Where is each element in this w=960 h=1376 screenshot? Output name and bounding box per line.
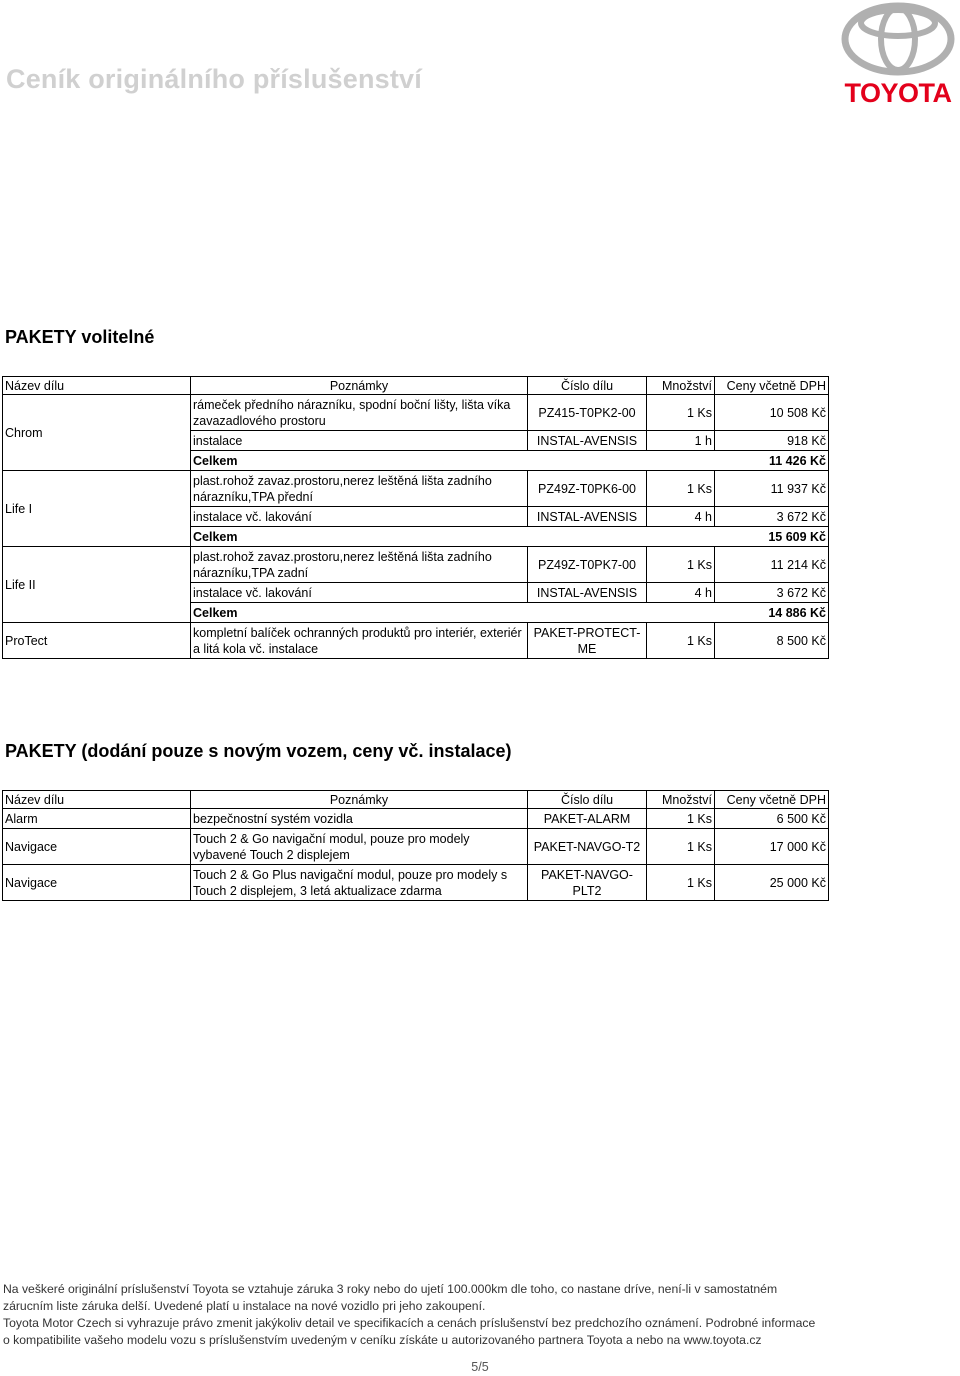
total-price: 15 609 Kč [715, 527, 829, 547]
table-header-row [3, 377, 829, 395]
row-quantity: 1 Ks [647, 623, 715, 659]
table-row [3, 829, 829, 865]
row-quantity: 1 h [647, 431, 715, 451]
col-header-name: Název dílu [3, 377, 191, 395]
footer-line: Toyota Motor Czech si vyhrazuje právo zmenit jakýkoliv detail ve specifikacích a cenách príslušenství bez predchozího oznámení. Podrobné informace [3, 1316, 816, 1330]
total-label: Celkem [191, 603, 528, 623]
row-price: 6 500 Kč [715, 809, 829, 829]
row-price: 11 214 Kč [715, 547, 829, 583]
total-label: Celkem [191, 527, 528, 547]
package-name: Navigace [3, 865, 191, 901]
row-quantity: 1 Ks [647, 395, 715, 431]
row-quantity: 1 Ks [647, 471, 715, 507]
row-note: rámeček předního nárazníku, spodní boční lišty, lišta víka zavazadlového prostoru [191, 395, 528, 431]
row-price: 11 937 Kč [715, 471, 829, 507]
row-part-number: PAKET-NAVGO-PLT2 [528, 865, 647, 901]
table-header-row [3, 791, 829, 809]
col-header-price: Ceny včetně DPH [715, 377, 829, 395]
row-part-number: PAKET-PROTECT-ME [528, 623, 647, 659]
footer-disclaimer [3, 1281, 943, 1349]
toyota-wordmark: TOYOTA [844, 78, 952, 108]
row-part-number: PAKET-ALARM [528, 809, 647, 829]
row-note: instalace [191, 431, 528, 451]
table-row [3, 623, 829, 659]
package-name: Life II [3, 547, 191, 623]
package-name: Navigace [3, 829, 191, 865]
row-note: Touch 2 & Go navigační modul, pouze pro modely vybavené Touch 2 displejem [191, 829, 528, 865]
row-price: 3 672 Kč [715, 583, 829, 603]
section-heading-new-car-packages: PAKETY (dodání pouze s novým vozem, ceny vč. instalace) [5, 741, 512, 761]
col-header-part-number: Číslo dílu [528, 791, 647, 809]
package-name: ProTect [3, 623, 191, 659]
footer-line: zárucním liste záruka delší. Uvedené platí u instalace na nové vozidlo pri jeho zakoupení. [3, 1299, 486, 1313]
row-quantity: 1 Ks [647, 829, 715, 865]
total-label: Celkem [191, 451, 528, 471]
section-heading-optional-packages: PAKETY volitelné [5, 327, 155, 347]
col-header-price: Ceny včetně DPH [715, 791, 829, 809]
row-quantity: 1 Ks [647, 809, 715, 829]
row-part-number: INSTAL-AVENSIS [528, 507, 647, 527]
toyota-logo [836, 2, 960, 106]
package-name: Chrom [3, 395, 191, 471]
new-car-packages-table [2, 790, 829, 901]
row-part-number: INSTAL-AVENSIS [528, 583, 647, 603]
row-part-number: INSTAL-AVENSIS [528, 431, 647, 451]
table-row [3, 395, 829, 431]
table-row [3, 547, 829, 583]
col-header-name: Název dílu [3, 791, 191, 809]
row-note: plast.rohož zavaz.prostoru,nerez leštěná lišta zadního nárazníku,TPA zadní [191, 547, 528, 583]
page-title: Ceník originálního příslušenství [6, 64, 422, 94]
row-price: 8 500 Kč [715, 623, 829, 659]
total-price: 11 426 Kč [715, 451, 829, 471]
row-quantity: 4 h [647, 507, 715, 527]
row-note: bezpečnostní systém vozidla [191, 809, 528, 829]
row-price: 25 000 Kč [715, 865, 829, 901]
package-name: Life I [3, 471, 191, 547]
col-header-part-number: Číslo dílu [528, 377, 647, 395]
row-part-number: PZ415-T0PK2-00 [528, 395, 647, 431]
row-price: 3 672 Kč [715, 507, 829, 527]
row-part-number: PZ49Z-T0PK7-00 [528, 547, 647, 583]
row-part-number: PZ49Z-T0PK6-00 [528, 471, 647, 507]
row-price: 17 000 Kč [715, 829, 829, 865]
row-note: instalace vč. lakování [191, 507, 528, 527]
footer-line: o kompatibilite vašeho modelu vozu s príslušenstvím uvedeným v ceníku získáte u autorizovaného partnera Toyota a nebo na www.toyota.cz [3, 1333, 762, 1347]
col-header-notes: Poznámky [191, 377, 528, 395]
toyota-emblem-icon [836, 2, 960, 82]
row-price: 918 Kč [715, 431, 829, 451]
row-note: Touch 2 & Go Plus navigační modul, pouze pro modely s Touch 2 displejem, 3 letá aktualizace zdarma [191, 865, 528, 901]
col-header-quantity: Množství [647, 377, 715, 395]
row-quantity: 4 h [647, 583, 715, 603]
row-note: plast.rohož zavaz.prostoru,nerez leštěná lišta zadního nárazníku,TPA přední [191, 471, 528, 507]
package-name: Alarm [3, 809, 191, 829]
col-header-quantity: Množství [647, 791, 715, 809]
table-row [3, 809, 829, 829]
page-number: 5/5 [471, 1360, 489, 1374]
row-note: instalace vč. lakování [191, 583, 528, 603]
row-note: kompletní balíček ochranných produktů pro interiér, exteriér a litá kola vč. instalace [191, 623, 528, 659]
row-price: 10 508 Kč [715, 395, 829, 431]
row-quantity: 1 Ks [647, 865, 715, 901]
table-row [3, 471, 829, 507]
row-part-number: PAKET-NAVGO-T2 [528, 829, 647, 865]
row-quantity: 1 Ks [647, 547, 715, 583]
footer-line: Na veškeré originální príslušenství Toyota se vztahuje záruka 3 roky nebo do ujetí 100.000km dle toho, co nastane dríve, není-li v samostatném [3, 1282, 778, 1296]
total-price: 14 886 Kč [715, 603, 829, 623]
optional-packages-table [2, 376, 829, 659]
table-row [3, 865, 829, 901]
col-header-notes: Poznámky [191, 791, 528, 809]
